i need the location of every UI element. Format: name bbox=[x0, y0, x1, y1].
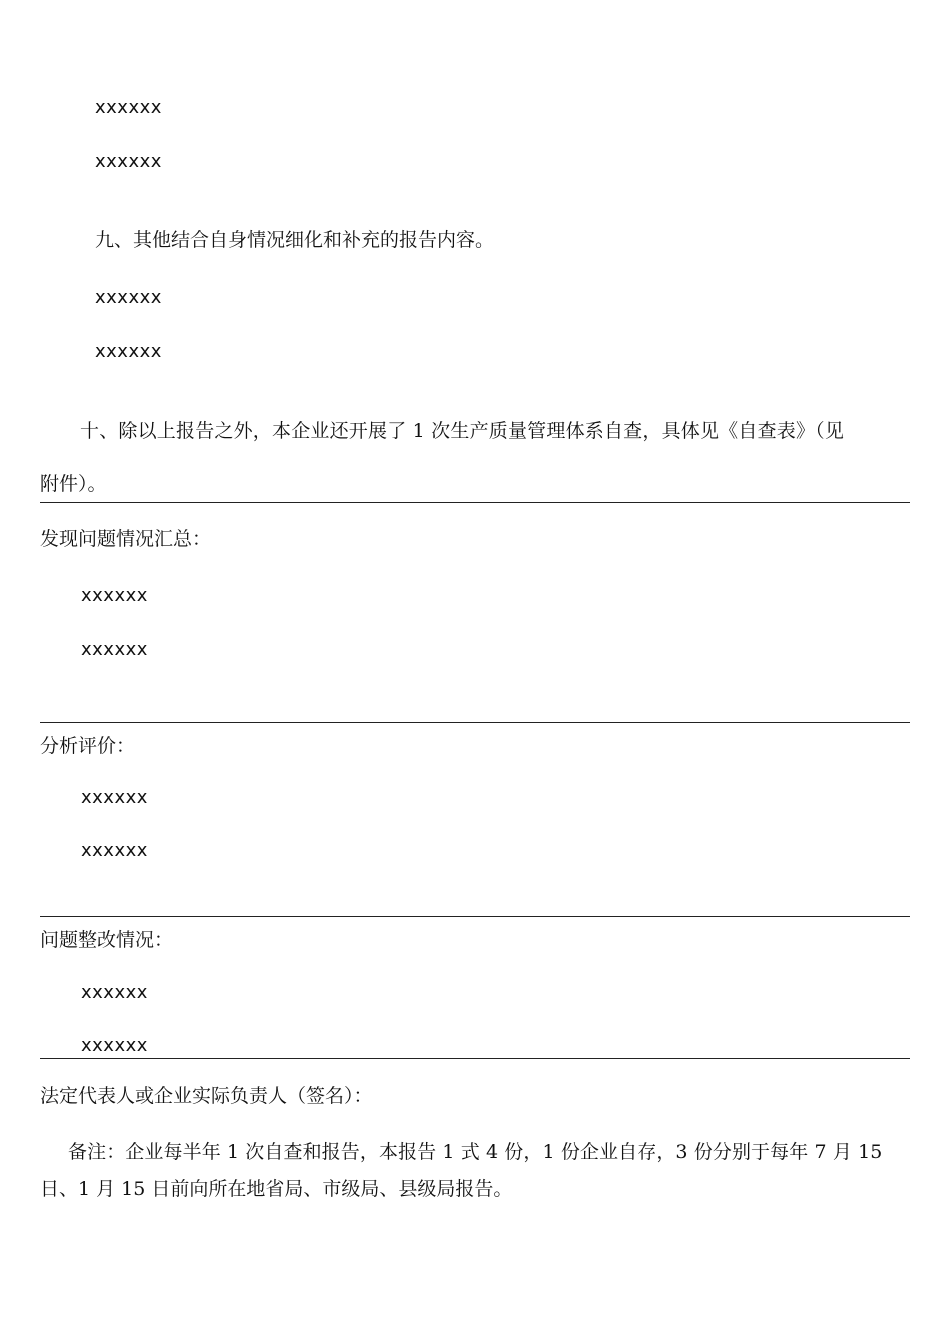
rectification-item-2: xxxxxx bbox=[81, 1035, 148, 1056]
analysis-label: 分析评价： bbox=[40, 735, 136, 757]
section9-item-1: xxxxxx bbox=[95, 287, 162, 308]
rectification-item-1: xxxxxx bbox=[81, 982, 148, 1003]
divider-1 bbox=[40, 502, 910, 503]
section10-line-2: 附件）。 bbox=[40, 473, 107, 495]
section9-heading: 九、其他结合自身情况细化和补充的报告内容。 bbox=[95, 229, 495, 251]
analysis-item-2: xxxxxx bbox=[81, 840, 148, 861]
section10-line-1: 十、除以上报告之外，本企业还开展了 1 次生产质量管理体系自查，具体见《自查表》（见 bbox=[80, 420, 845, 442]
signature-label: 法定代表人或企业实际负责人（签名）： bbox=[40, 1085, 373, 1107]
section9-item-2: xxxxxx bbox=[95, 341, 162, 362]
divider-3 bbox=[40, 916, 910, 917]
problems-item-1: xxxxxx bbox=[81, 585, 148, 606]
rectification-label: 问题整改情况： bbox=[40, 929, 174, 951]
divider-4 bbox=[40, 1058, 910, 1059]
note-line-1: 备注：企业每半年 1 次自查和报告，本报告 1 式 4 份，1 份企业自存，3 份分别于每年 7 月 15 bbox=[68, 1141, 883, 1163]
divider-2 bbox=[40, 722, 910, 723]
analysis-item-1: xxxxxx bbox=[81, 787, 148, 808]
top-item-1: xxxxxx bbox=[95, 97, 162, 118]
problems-label: 发现问题情况汇总： bbox=[40, 528, 212, 550]
top-item-2: xxxxxx bbox=[95, 151, 162, 172]
note-line-2: 日、1 月 15 日前向所在地省局、市级局、县级局报告。 bbox=[40, 1178, 513, 1200]
problems-item-2: xxxxxx bbox=[81, 639, 148, 660]
